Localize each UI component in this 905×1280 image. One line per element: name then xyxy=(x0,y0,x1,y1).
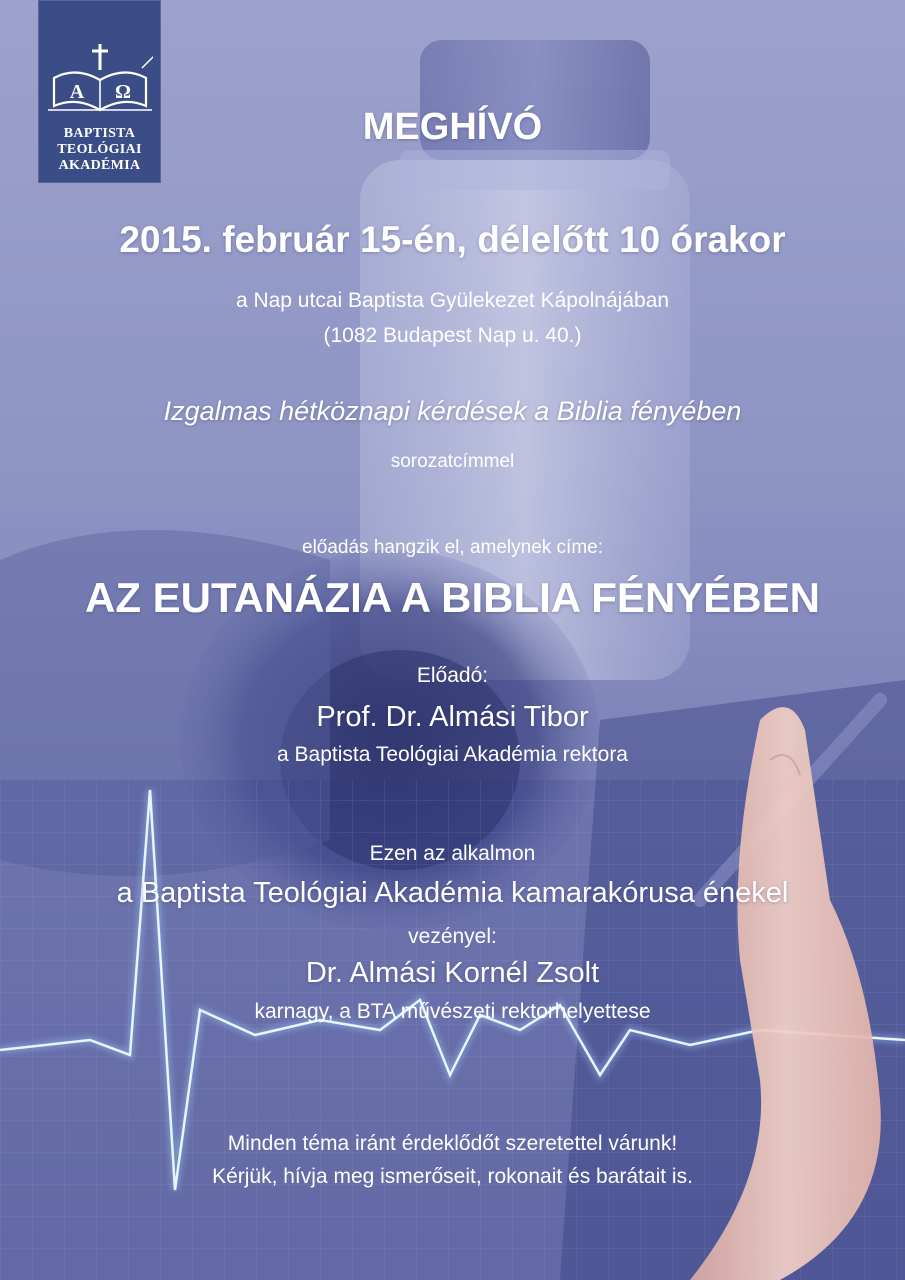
lecture-title: AZ EUTANÁZIA A BIBLIA FÉNYÉBEN xyxy=(85,574,820,621)
academy-logo[interactable] xyxy=(38,0,161,183)
conductor-label: vezényel: xyxy=(408,925,497,948)
speaker-name: Prof. Dr. Almási Tibor xyxy=(316,701,589,733)
choir-intro: Ezen az alkalmon xyxy=(369,842,536,865)
event-datetime: 2015. február 15-én, délelőtt 10 órakor xyxy=(119,219,786,260)
logo-line3: AKADÉMIA xyxy=(58,158,141,173)
speaker-role: a Baptista Teológiai Akadémia rektora xyxy=(277,743,628,766)
lecture-intro: előadás hangzik el, amelynek címe: xyxy=(302,537,603,558)
series-title: Izgalmas hétköznapi kérdések a Biblia fényében xyxy=(163,396,742,426)
logo-line1: BAPTISTA xyxy=(63,126,136,141)
conductor-name: Dr. Almási Kornél Zsolt xyxy=(305,957,600,989)
svg-text:Ω: Ω xyxy=(114,81,132,103)
closing-welcome: Minden téma iránt érdeklődőt szeretettel várunk! xyxy=(227,1132,678,1155)
venue-address: (1082 Budapest Nap u. 40.) xyxy=(323,324,582,347)
logo-line2: TEOLÓGIAI xyxy=(57,142,142,157)
closing-request: Kérjük, hívja meg ismerőseit, rokonait és barátait is. xyxy=(212,1165,693,1188)
svg-text:A: A xyxy=(69,81,85,103)
choir-line: a Baptista Teológiai Akadémia kamarakórusa énekel xyxy=(116,877,789,909)
series-suffix: sorozatcímmel xyxy=(390,451,515,472)
conductor-role: karnagy, a BTA művészeti rektorhelyettese xyxy=(254,1000,651,1023)
speaker-label: Előadó: xyxy=(416,664,489,687)
invitation-heading: MEGHÍVÓ xyxy=(362,106,543,148)
venue-name: a Nap utcai Baptista Gyülekezet Kápolnájában xyxy=(235,289,670,312)
